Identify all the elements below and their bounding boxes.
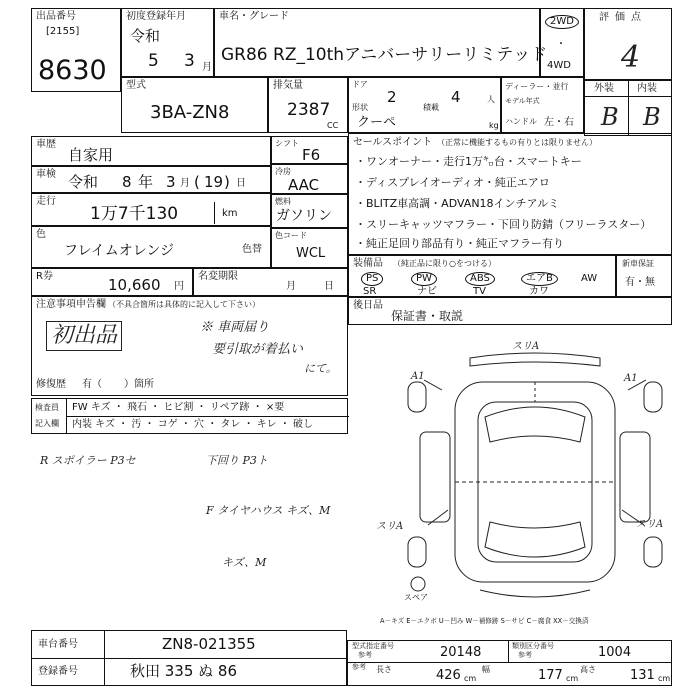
- doors-value: 2: [387, 88, 397, 106]
- color-code-box: [271, 228, 348, 268]
- inspection-row: 車検 令和 8 年 3 月 ( 19 ) 日: [31, 166, 271, 193]
- remark-2: 下回り P3ト: [206, 454, 268, 467]
- dealer-label: ディーラー・並行: [505, 82, 569, 91]
- inspection-year: 8: [122, 173, 132, 191]
- length-label: 長さ: [376, 665, 392, 674]
- displacement-box: [268, 77, 348, 133]
- lot-label: 出品番号: [36, 11, 76, 22]
- color-code-value: WCL: [296, 246, 326, 261]
- displacement-value: 2387: [287, 100, 331, 120]
- damage-a1-right: A1: [624, 373, 638, 384]
- inspection-day: 19: [204, 173, 224, 191]
- docs-box: [348, 297, 672, 325]
- nameplate-label: 名変期限: [198, 271, 238, 282]
- inspection-label: 車検: [36, 169, 56, 180]
- equip-tv: TV: [473, 286, 486, 297]
- equip-navi: ナビ: [417, 286, 437, 297]
- damage-top: スリA: [512, 341, 540, 352]
- drive-2wd: 2WD: [545, 15, 579, 29]
- roof-top-view: [470, 353, 600, 366]
- notes-box: [31, 296, 348, 396]
- name-label: 車名・グレード: [219, 11, 289, 22]
- equip-aw: AW: [581, 273, 598, 284]
- fuel-box: [271, 194, 348, 228]
- equip-pw: PW: [411, 272, 437, 286]
- footer-left: [31, 630, 347, 686]
- reg-label: 初度登録年月: [126, 11, 186, 22]
- plate-number: 秋田 335 ぬ 86: [130, 662, 238, 680]
- sales-point-3: ・BLITZ車高調・ADVAN18インチアルミ: [355, 197, 560, 210]
- width-unit: cm: [566, 674, 579, 683]
- type-cert-label: 型式指定番号: [352, 642, 394, 650]
- exterior-label: 外装: [594, 83, 614, 94]
- nameplate-row: [193, 268, 348, 296]
- eval-label: 評価点: [599, 12, 647, 23]
- sales-point-1: ・ワンオーナー・走行1万㌔台・スマートキー: [355, 155, 582, 168]
- inspection-day-unit: 日: [236, 178, 246, 189]
- warranty-value: 有・無: [625, 277, 655, 288]
- first-listing-stamp: 初出品: [46, 321, 122, 351]
- nameplate-day: 日: [324, 281, 334, 292]
- damage-legend: A－キズ E－エクボ U－凹み W－補修跡 S－サビ C－腐食 XX－交換済: [380, 617, 589, 625]
- docs-value: 保証書・取説: [391, 309, 464, 323]
- remark-3: F タイヤハウス キズ、M: [206, 504, 331, 517]
- shape-value: クーペ: [357, 115, 397, 130]
- recycle-yen: 円: [174, 281, 184, 292]
- shift-box: [271, 136, 348, 164]
- color-row: [31, 226, 271, 268]
- equipment-box: [348, 255, 616, 297]
- notes-sub: （不具合箇所は具体的に記入して下さい）: [108, 300, 260, 309]
- note-line-2: 要引取が着払い: [212, 342, 304, 357]
- interior-label: 内装: [637, 83, 657, 94]
- sales-note: （正常に機能するもの有りとは限りません）: [437, 138, 597, 147]
- doors-shape-box: [348, 77, 501, 133]
- chassis-number: ZN8-021355: [162, 635, 256, 653]
- warranty-label: 新車保証: [622, 259, 654, 268]
- ac-box: [271, 164, 348, 194]
- warranty-box: [616, 255, 672, 297]
- equip-ps: PS: [361, 272, 383, 286]
- height-unit: cm: [658, 674, 671, 683]
- equipment-title: 装備品: [353, 258, 383, 269]
- height-label: 高さ: [580, 665, 596, 674]
- load-label: 積載: [423, 103, 439, 112]
- reg-year: 5: [148, 51, 159, 71]
- inspection-month: 3: [166, 173, 176, 191]
- width-value: 177: [538, 668, 563, 683]
- reg-era: 令和: [130, 27, 161, 45]
- inspector-box: [31, 398, 348, 434]
- fuel-value: ガソリン: [276, 208, 332, 224]
- inspector-label-2: 記入欄: [35, 419, 59, 428]
- remark-1: R スポイラー P3セ: [40, 454, 136, 467]
- interior-grade: B: [643, 103, 661, 131]
- history-value: 自家用: [68, 146, 114, 164]
- width-label: 幅: [482, 665, 490, 674]
- exterior-grade: B: [601, 103, 619, 131]
- class-label: 類別区分番号: [512, 642, 554, 650]
- displacement-unit: CC: [327, 121, 339, 130]
- plate-label: 登録番号: [38, 666, 78, 677]
- equipment-note: （純正品に限り○をつける）: [393, 259, 496, 268]
- sales-point-4: ・スリーキャッツマフラー・下回り防錆（フリーラスター）: [355, 218, 652, 231]
- mileage-label: 走行: [36, 196, 56, 207]
- model-year-label: モデル年式: [505, 97, 540, 105]
- interior-check-line: 内装 キズ ・ 汚 ・ コゲ ・ 穴 ・ タレ ・ キレ ・ 破し: [72, 419, 314, 430]
- repair-value: 有（: [82, 379, 102, 390]
- seats-unit: 人: [487, 95, 495, 104]
- car-name: GR86 RZ_10thアニバーサリーリミテッド: [221, 45, 548, 65]
- handle-label: ハンドル: [505, 117, 537, 126]
- note-line-1: ※ 車両届り: [200, 320, 270, 335]
- docs-label: 後日品: [353, 300, 383, 311]
- sales-points-box: [348, 133, 672, 255]
- recycle-row: [31, 268, 193, 296]
- reg-month: 3: [184, 51, 195, 71]
- color-code-label: 色コード: [275, 231, 307, 240]
- ac-label: 冷房: [275, 167, 291, 176]
- shape-label: 形状: [352, 103, 368, 112]
- type-cert-number: 20148: [440, 645, 482, 660]
- lot-number-box: [31, 8, 121, 92]
- note-line-3: にて。: [304, 362, 337, 375]
- inspection-era: 令和: [68, 173, 99, 191]
- fuel-label: 燃料: [275, 197, 291, 206]
- damage-left: スリA: [376, 521, 404, 532]
- model-box: [121, 77, 268, 133]
- seats-value: 4: [451, 88, 461, 106]
- load-unit: kg: [489, 121, 499, 130]
- mileage-value: 1万7千130: [90, 204, 179, 224]
- handle-value: 左・右: [544, 117, 574, 128]
- repair-end: ）箇所: [124, 379, 154, 390]
- history-row: [31, 136, 271, 166]
- exterior-check-line: FW キズ ・ 飛石 ・ ヒビ割 ・ リペア跡 ・ ×要: [72, 402, 285, 413]
- height-value: 131: [630, 668, 655, 683]
- lot-number: 8630: [38, 55, 107, 86]
- equip-leather: カワ: [529, 286, 549, 297]
- chassis-label: 車台番号: [38, 639, 78, 650]
- color-value: フレイムオレンジ: [64, 243, 175, 259]
- drive-box: 2WD ・ 4WD: [540, 8, 584, 77]
- dimension-ref: 参考: [352, 663, 366, 671]
- model-code: 3BA-ZN8: [150, 102, 230, 123]
- inspector-label-1: 検査員: [35, 403, 59, 412]
- car-name-box: [214, 8, 548, 77]
- model-label: 型式: [126, 80, 146, 91]
- mileage-unit: km: [222, 208, 238, 219]
- inspection-month-unit: 月: [180, 178, 190, 189]
- type-cert-ref: 参考: [358, 651, 372, 659]
- reg-month-unit: 月: [202, 62, 212, 73]
- spare-label: スペア: [404, 593, 428, 602]
- equip-abs: ABS: [465, 272, 495, 286]
- equip-airbag: エアB: [521, 272, 558, 286]
- evaluation-box: [584, 8, 672, 80]
- length-unit: cm: [464, 674, 477, 683]
- length-value: 426: [436, 668, 461, 683]
- recycle-label: R券: [36, 271, 53, 282]
- shift-label: シフト: [275, 139, 299, 148]
- class-ref: 参考: [518, 651, 532, 659]
- damage-right: スリA: [636, 519, 664, 530]
- remark-4: キズ、M: [222, 556, 267, 569]
- eval-score: 4: [621, 40, 641, 75]
- ext-int-grade-box: [584, 80, 672, 136]
- drive-4wd: 4WD: [547, 60, 571, 71]
- mileage-row: [31, 193, 271, 226]
- color-label: 色: [36, 229, 46, 240]
- inspection-year-unit: 年: [138, 173, 154, 191]
- color-change-label: 色替: [242, 244, 262, 255]
- repair-label: 修復歴: [36, 379, 66, 390]
- class-number: 1004: [598, 645, 632, 660]
- doors-label: ドア: [352, 80, 368, 89]
- sales-title: セールスポイント: [353, 137, 433, 148]
- equip-sr: SR: [363, 286, 377, 297]
- sales-point-2: ・ディスプレイオーディオ・純正エアロ: [355, 176, 550, 189]
- damage-a1-left: A1: [411, 371, 425, 382]
- lot-sub: [2155]: [46, 26, 80, 37]
- footer-right: [347, 640, 672, 686]
- sales-point-5: ・純正足回り部品有り・純正マフラー有り: [355, 237, 564, 250]
- ac-value: AAC: [288, 176, 320, 194]
- recycle-amount: 10,660: [108, 276, 161, 294]
- notes-title: 注意事項申告欄: [36, 299, 106, 310]
- history-label: 車歴: [36, 139, 56, 150]
- nameplate-month: 月: [286, 281, 296, 292]
- displacement-label: 排気量: [273, 80, 303, 91]
- registration-box: [121, 8, 214, 77]
- shift-value: F6: [302, 146, 321, 164]
- dealer-handle-box: [501, 77, 584, 133]
